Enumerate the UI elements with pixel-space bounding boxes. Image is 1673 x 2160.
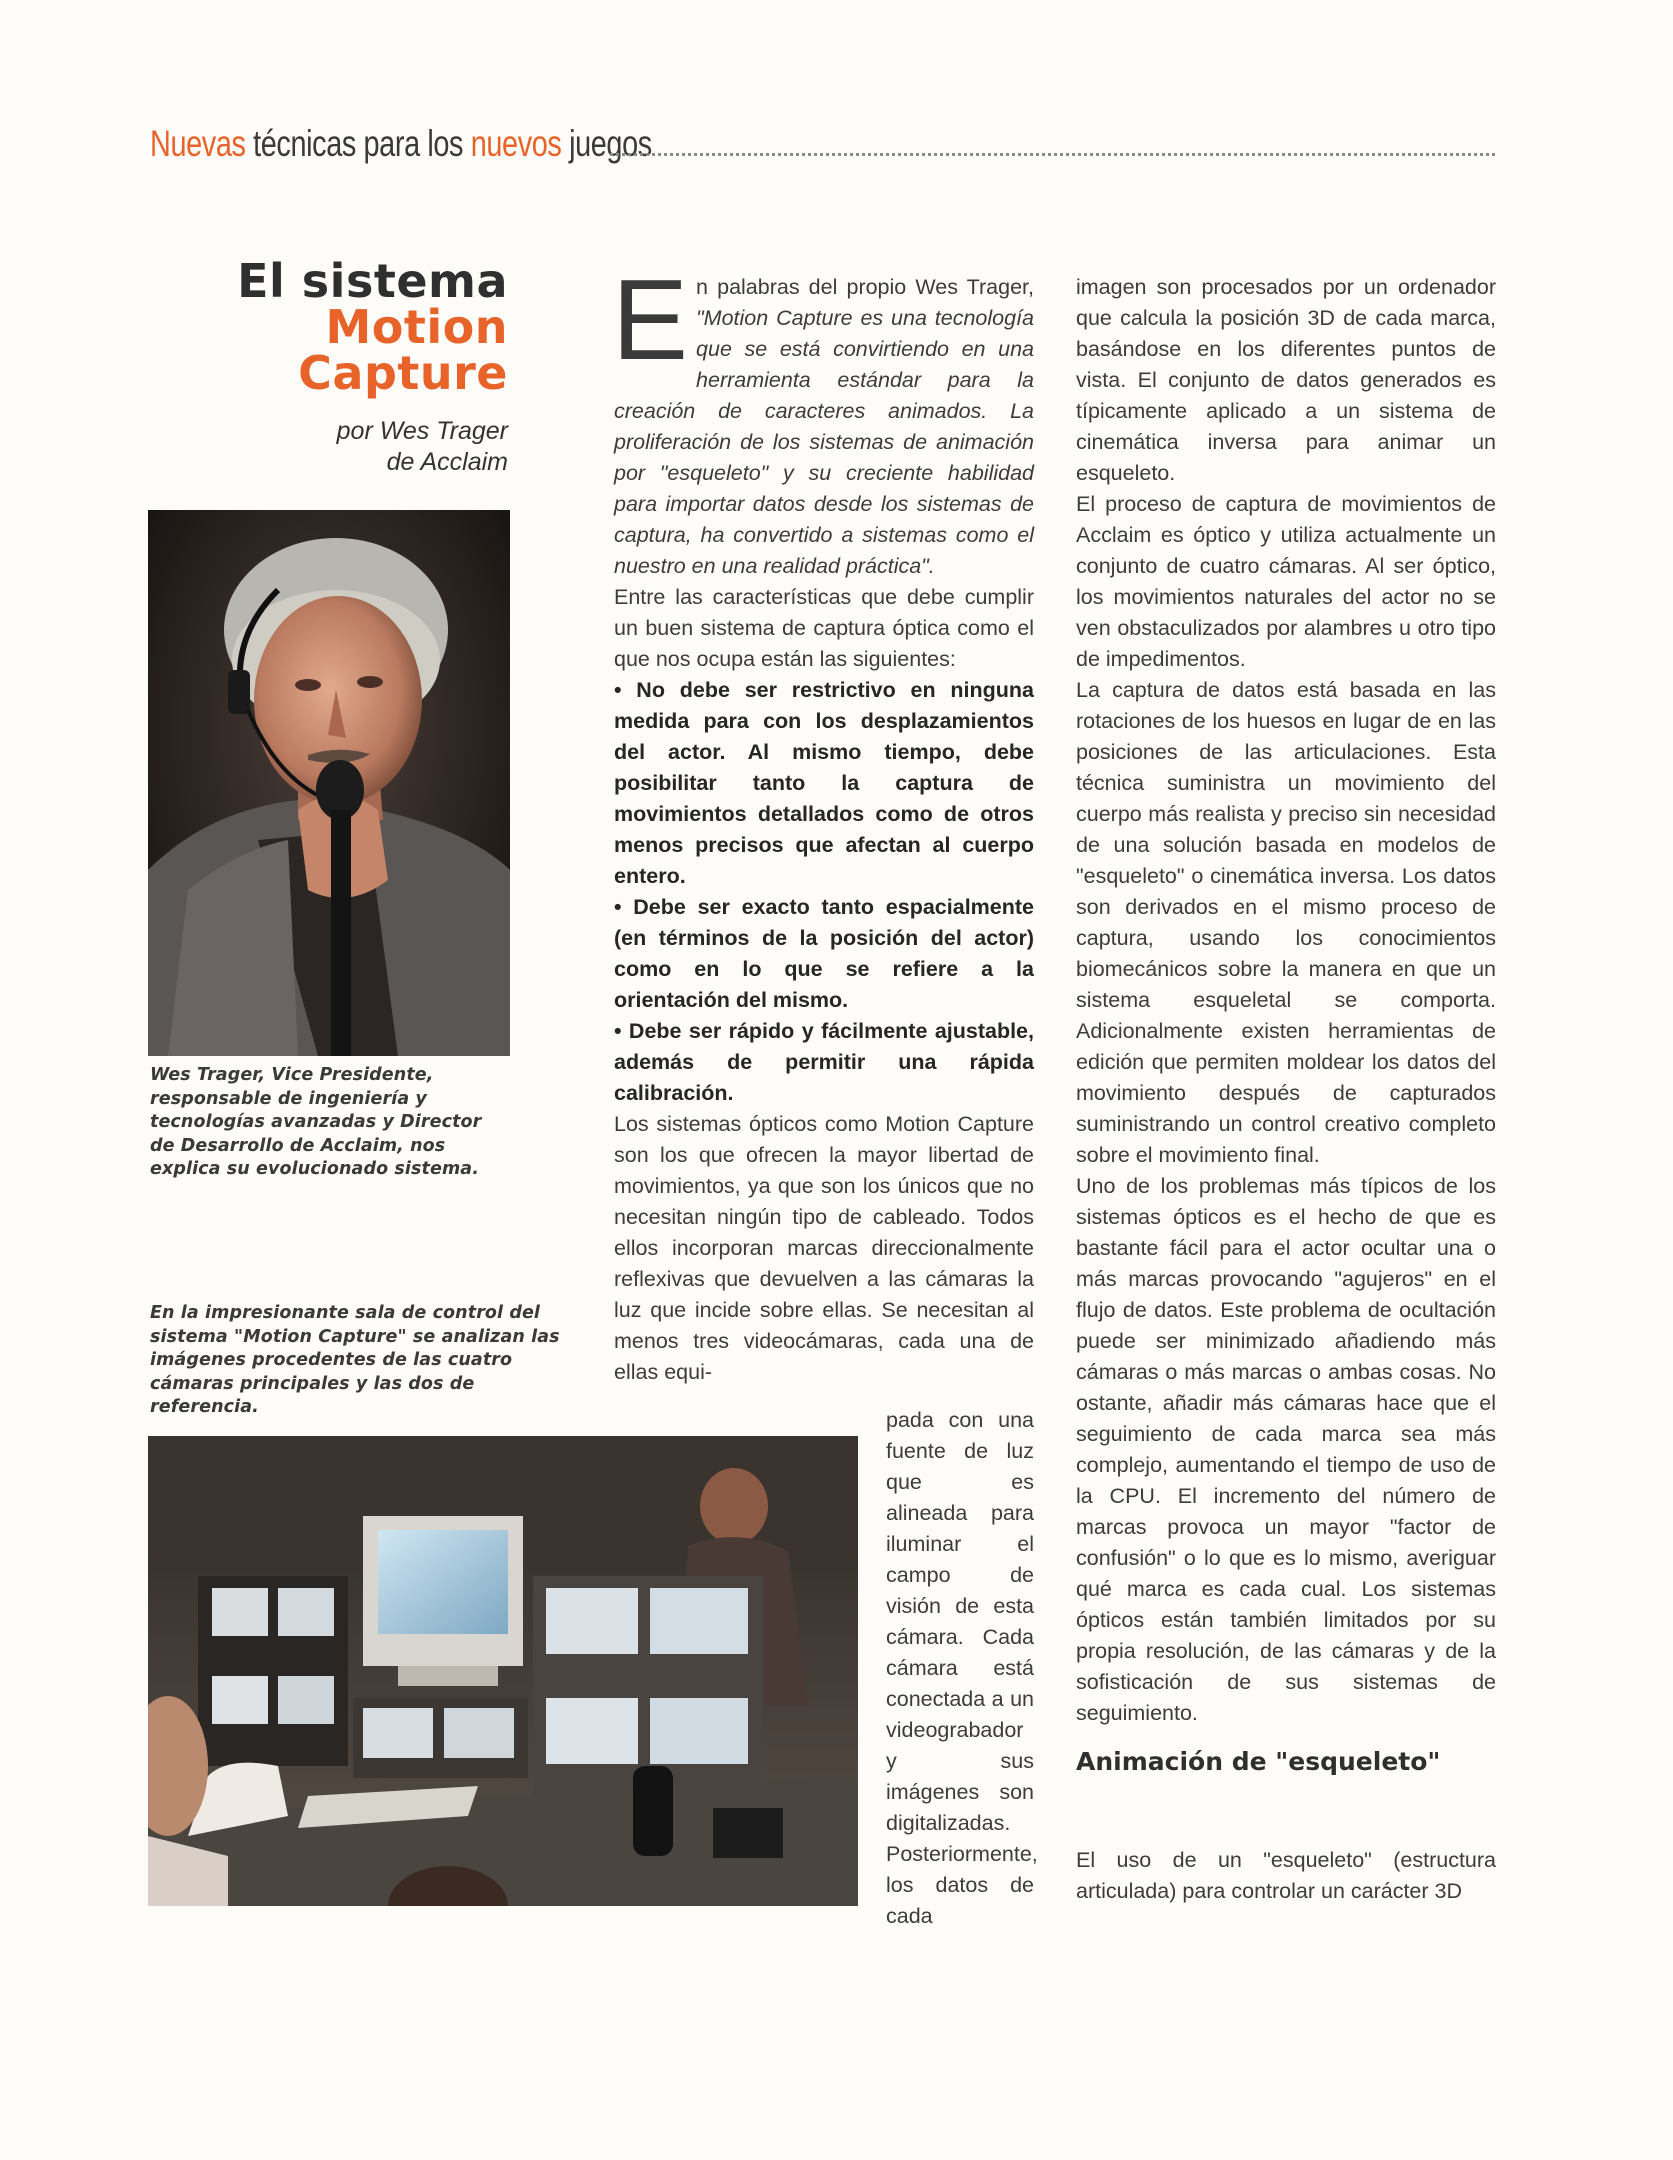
- header-word-nuevos: nuevos: [470, 123, 562, 164]
- col3-paragraph-2: El proceso de captura de movimientos de Acclaim es óptico y utiliza actualmente un conjunto de cuatro cámaras. Al ser óptico, los movimientos naturales del actor no se ven obstaculizados por alambres u otro tipo de impedimentos.: [1076, 492, 1496, 671]
- control-room-caption: En la impresionante sala de control del sistema "Motion Capture" se analizan las imágenes procedentes de las cuatro cámaras principales y las dos de referencia.: [150, 1303, 560, 1417]
- requirement-bullet-2: • Debe ser exacto tanto espacialmente (en términos de la posición del actor) como en lo que se refiere a la orientación del mismo.: [614, 895, 1034, 1012]
- article-title: [150, 254, 508, 400]
- running-header: [150, 118, 1495, 162]
- column-3-text: [1076, 272, 1496, 1729]
- portrait-caption: Wes Trager, Vice Presidente, responsable de ingeniería y tecnologías avanzadas y Director de Desarrollo de Acclaim, nos explica su evolucionado sistema.: [150, 1065, 482, 1179]
- section-subheading: Animación de "esqueleto": [1076, 1747, 1441, 1776]
- byline-author: por Wes Trager: [336, 417, 508, 445]
- column-2-text: [612, 257, 1034, 1388]
- requirement-bullet-1: • No debe ser restrictivo en ninguna medida para con los desplazamientos del actor. Al mismo tiempo, debe posibilitar tanto la captura de movimientos detallados como de otros menos precisos que afectan al cuerpo entero.: [614, 678, 1034, 888]
- header-word-juegos: juegos: [561, 123, 652, 164]
- control-room-illustration: [148, 1436, 858, 1906]
- col3-paragraph-1: imagen son procesados por un ordenador que calcula la posición 3D de cada marca, basándose en los diferentes puntos de vista. El conjunto de datos generados es típicamente aplicado a un sistema de cinemática inversa para animar un esqueleto.: [1076, 275, 1496, 485]
- requirements-intro: Entre las características que debe cumplir un buen sistema de captura óptica como el que nos ocupa están las siguientes:: [614, 585, 1034, 671]
- intro-paragraph: [612, 257, 1034, 582]
- col3-paragraph-5: El uso de un "esqueleto" (estructura articulada) para controlar un carácter 3D: [1076, 1848, 1496, 1903]
- title-line-1: El sistema: [237, 254, 508, 308]
- col3-paragraph-4: Uno de los problemas más típicos de los sistemas ópticos es el hecho de que es bastante fácil para el actor ocultar una o más marcas provocando "agujeros" en el flujo de datos. Este problema de ocultación puede ser minimizado añadiendo más cámaras o más marcas o ambas cosas. No ostante, añadir más cámaras hace que el seguimiento de cada marca sea más complejo, aumentando el tiempo de uso de la CPU. El incremento del número de marcas provoca un mayor "factor de confusión" o lo que es lo mismo, averiguar qué marca es cada cual. Los sistemas ópticos están también limitados por su propia resolución, de las cámaras y de la sofisticación de sus sistemas de seguimiento.: [1076, 1174, 1496, 1725]
- title-line-3: Capture: [298, 346, 508, 400]
- byline: [150, 416, 508, 478]
- column-2-continuation: pada con una fuente de luz que es alineada para iluminar el campo de visión de esta cámara. Cada cámara está conectada a un videograbador y sus imágenes son digitalizadas. Posteriormente, los datos de cada: [886, 1408, 1038, 1928]
- portrait-illustration: [148, 510, 510, 1056]
- intro-quote: "Motion Capture es una tecnología que se está convirtiendo en una herramienta estándar para la creación de caracteres animados. La proliferación de los sistemas de animación por "esqueleto" y su creciente habilidad para importar datos desde los sistemas de captura, ha convertido a sistemas como el nuestro en una realidad práctica".: [614, 306, 1034, 578]
- optical-systems-paragraph: Los sistemas ópticos como Motion Capture son los que ofrecen la mayor libertad de movimientos, ya que son los únicos que no necesitan ningún tipo de cableado. Todos ellos incorporan marcas direccionalmente reflexivas que devuelven a las cámaras la luz que incide sobre ellas. Se necesitan al menos tres videocámaras, cada una de ellas equi-: [614, 1112, 1034, 1384]
- header-dotted-rule: [610, 153, 1495, 156]
- running-header-text: [150, 125, 652, 162]
- requirement-bullet-3: • Debe ser rápido y fácilmente ajustable, además de permitir una rápida calibración.: [614, 1019, 1034, 1105]
- title-line-2: Motion: [325, 300, 508, 354]
- control-room-photo: [148, 1436, 858, 1906]
- col3-paragraph-3: La captura de datos está basada en las rotaciones de los huesos en lugar de en las posiciones de las articulaciones. Esta técnica suministra un movimiento del cuerpo más realista y preciso sin necesidad de una solución basada en modelos de "esqueleto" o cinemática inversa. Los datos son derivados en el mismo proceso de captura, usando los conocimientos biomecánicos sobre la manera en que un sistema esqueletal se comporta. Adicionalmente existen herramientas de edición que permiten moldear los datos del movimiento después de capturados suministrando un control creativo completo sobre el movimiento final.: [1076, 678, 1496, 1167]
- drop-cap: E: [612, 257, 689, 384]
- intro-lead: n palabras del propio Wes Trager,: [696, 275, 1034, 299]
- portrait-photo: [148, 510, 510, 1056]
- header-words-tecnicas: técnicas para los: [245, 123, 471, 164]
- header-word-nuevas: Nuevas: [150, 123, 246, 164]
- byline-company: de Acclaim: [386, 448, 508, 476]
